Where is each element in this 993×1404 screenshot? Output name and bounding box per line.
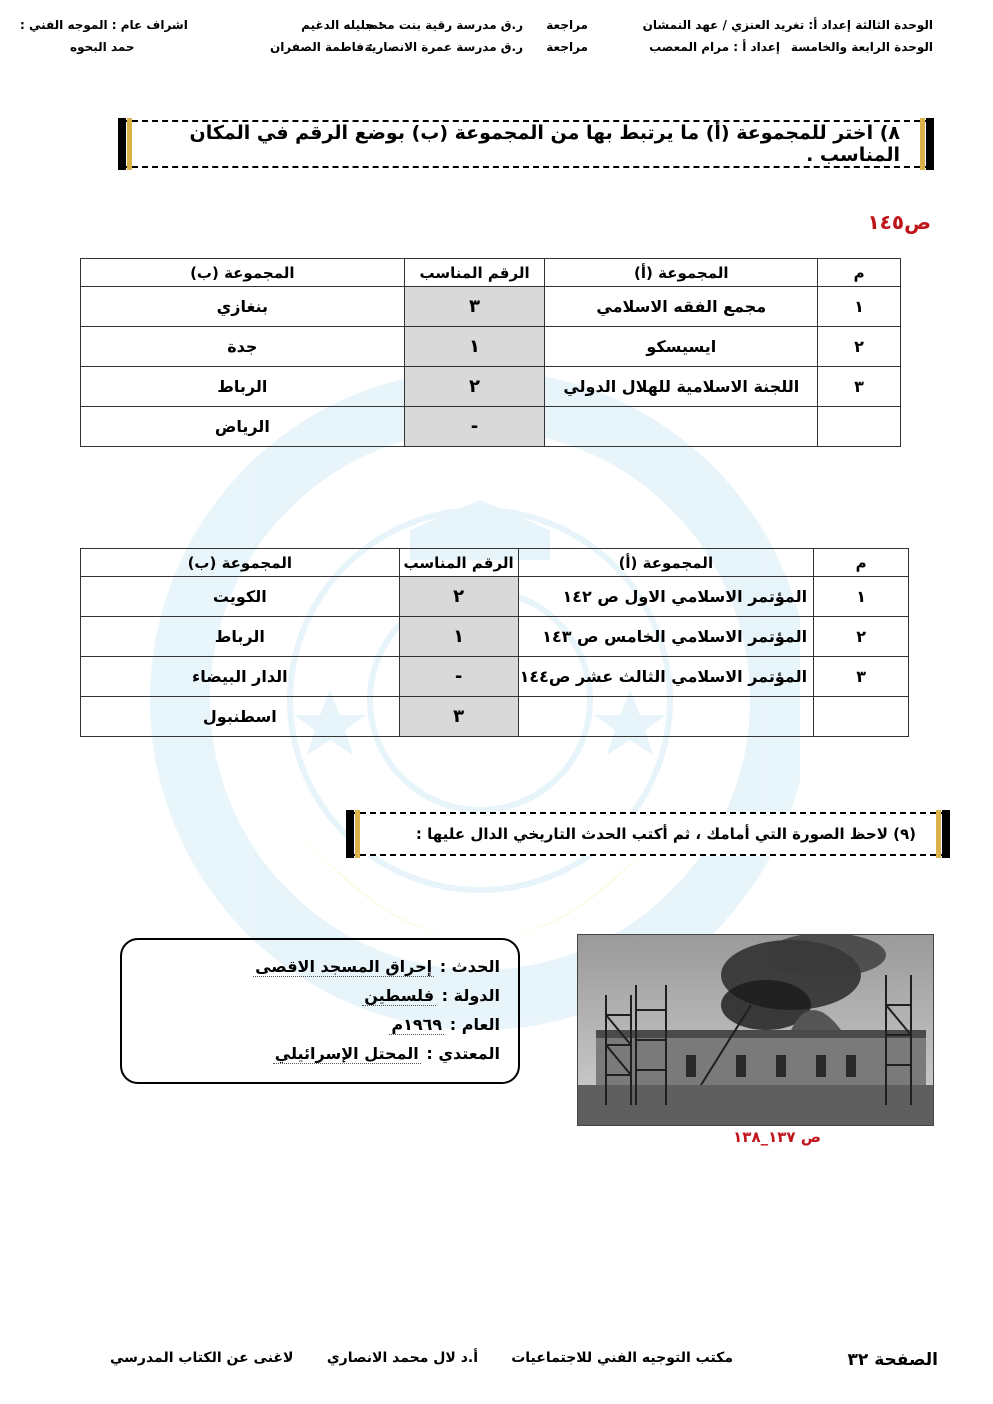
supervisor-label: اشراف عام : الموجه الفني : xyxy=(20,18,188,32)
matching-table-2 xyxy=(80,548,909,737)
answer-number-cell[interactable]: - xyxy=(399,657,518,697)
table-row xyxy=(81,367,901,407)
group-a-cell: اللجنة الاسلامية للهلال الدولي xyxy=(545,367,818,407)
page-reference: ص١٤٥ xyxy=(867,210,931,234)
table-row xyxy=(81,287,901,327)
table-header-row xyxy=(81,549,909,577)
review-label: مراجعة xyxy=(546,18,588,32)
group-b-cell: اسطنبول xyxy=(81,697,400,737)
group-b-cell: الدار البيضاء xyxy=(81,657,400,697)
country-line xyxy=(122,981,500,1010)
supervisor-name: حمد البحوه xyxy=(70,40,135,54)
group-a-cell: مجمع الفقه الاسلامي xyxy=(545,287,818,327)
answer-number-cell[interactable]: ٣ xyxy=(404,287,545,327)
group-b-cell: جدة xyxy=(81,327,405,367)
matching-table-1 xyxy=(80,258,901,447)
answer-number-cell[interactable]: - xyxy=(404,407,545,447)
aggressor-line xyxy=(122,1039,500,1068)
answer-box xyxy=(120,938,520,1084)
answer-number-cell[interactable]: ١ xyxy=(404,327,545,367)
row-index: ٢ xyxy=(818,327,901,367)
al-aqsa-fire-photo xyxy=(577,934,934,1126)
group-b-cell: الكويت xyxy=(81,577,400,617)
school-name: ر.ق مدرسة عمرة الانصارية xyxy=(364,40,523,54)
reviewer-name: : جليله الدغيم xyxy=(301,18,383,32)
page-header xyxy=(20,18,933,60)
row-index: ٣ xyxy=(814,657,909,697)
col-header-group-a: المجموعة (أ) xyxy=(518,549,814,577)
table-row xyxy=(81,617,909,657)
group-a-cell: المؤتمر الاسلامي الخامس ص ١٤٣ xyxy=(518,617,814,657)
unit-label: الوحدة الرابعة والخامسة xyxy=(790,40,933,54)
table-row xyxy=(81,327,901,367)
row-index xyxy=(818,407,901,447)
page-number: الصفحة ٣٢ xyxy=(847,1350,938,1370)
table-row xyxy=(81,657,909,697)
question-8-banner xyxy=(122,120,930,168)
group-b-cell: الرباط xyxy=(81,367,405,407)
row-index: ٢ xyxy=(814,617,909,657)
table-row xyxy=(81,697,909,737)
year-label: العام : xyxy=(449,1015,500,1034)
group-b-cell: بنغازي xyxy=(81,287,405,327)
school-name: ر.ق مدرسة رقية بنت محمد xyxy=(363,18,523,32)
event-value[interactable]: إحراق المسجد الاقصى xyxy=(255,956,433,976)
header-row-1 xyxy=(20,18,933,36)
unit-label: الوحدة الثالثة xyxy=(855,18,933,32)
group-b-cell: الرباط xyxy=(81,617,400,657)
col-header-group-b: المجموعة (ب) xyxy=(81,259,405,287)
page-reference: ص ١٣٧_١٣٨ xyxy=(733,1128,821,1146)
page-footer xyxy=(100,1350,938,1374)
col-header-number: الرقم المناسب xyxy=(404,259,545,287)
answer-number-cell[interactable]: ١ xyxy=(399,617,518,657)
col-header-number: الرقم المناسب xyxy=(399,549,518,577)
col-header-m: م xyxy=(818,259,901,287)
group-b-cell: الرياض xyxy=(81,407,405,447)
reviewer-name: : فاطمة الصفران xyxy=(269,40,373,54)
answer-number-cell[interactable]: ٣ xyxy=(399,697,518,737)
question-9-text: (٩) لاحظ الصورة التي أمامك ، ثم أكتب الحدث التاريخي الدال عليها : xyxy=(364,814,932,854)
col-header-group-b: المجموعة (ب) xyxy=(81,549,400,577)
aggressor-value[interactable]: المحتل الإسرائيلي xyxy=(274,1043,419,1063)
question-9-banner xyxy=(350,812,946,856)
row-index: ٣ xyxy=(818,367,901,407)
question-8-text: ٨) اختر للمجموعة (أ) ما يرتبط بها من المجموعة (ب) بوضع الرقم في المكان المناسب . xyxy=(136,122,916,166)
event-label: الحدث : xyxy=(439,957,500,976)
teacher-name: أ.د لال محمد الانصاري xyxy=(326,1350,478,1366)
table-row xyxy=(81,577,909,617)
mosque-fire-image xyxy=(577,935,933,1126)
table-row xyxy=(81,407,901,447)
year-value[interactable]: ١٩٦٩م xyxy=(391,1014,443,1034)
prepared-by: إعداد أ : مرام المعصب xyxy=(649,40,780,54)
review-label: مراجعة xyxy=(546,40,588,54)
answer-number-cell[interactable]: ٢ xyxy=(404,367,545,407)
aggressor-label: المعتدي : xyxy=(426,1044,500,1063)
group-a-cell xyxy=(545,407,818,447)
prepared-by: إعداد أ: تغريد العنزي / عهد النمشان xyxy=(642,18,851,32)
row-index: ١ xyxy=(814,577,909,617)
col-header-m: م xyxy=(814,549,909,577)
country-value[interactable]: فلسطين xyxy=(364,985,435,1005)
row-index: ١ xyxy=(818,287,901,327)
col-header-group-a: المجموعة (أ) xyxy=(545,259,818,287)
event-line xyxy=(122,952,500,981)
group-a-cell: ايسيسكو xyxy=(545,327,818,367)
slogan: لاغنى عن الكتاب المدرسي xyxy=(110,1350,294,1366)
answer-number-cell[interactable]: ٢ xyxy=(399,577,518,617)
header-row-2 xyxy=(20,40,933,58)
office-name: مكتب التوجيه الفني للاجتماعيات xyxy=(511,1350,733,1366)
group-a-cell: المؤتمر الاسلامي الاول ص ١٤٢ xyxy=(518,577,814,617)
country-label: الدولة : xyxy=(441,986,500,1005)
row-index xyxy=(814,697,909,737)
table-header-row xyxy=(81,259,901,287)
year-line xyxy=(122,1010,500,1039)
group-a-cell: المؤتمر الاسلامي الثالث عشر ص١٤٤ xyxy=(518,657,814,697)
group-a-cell xyxy=(518,697,814,737)
